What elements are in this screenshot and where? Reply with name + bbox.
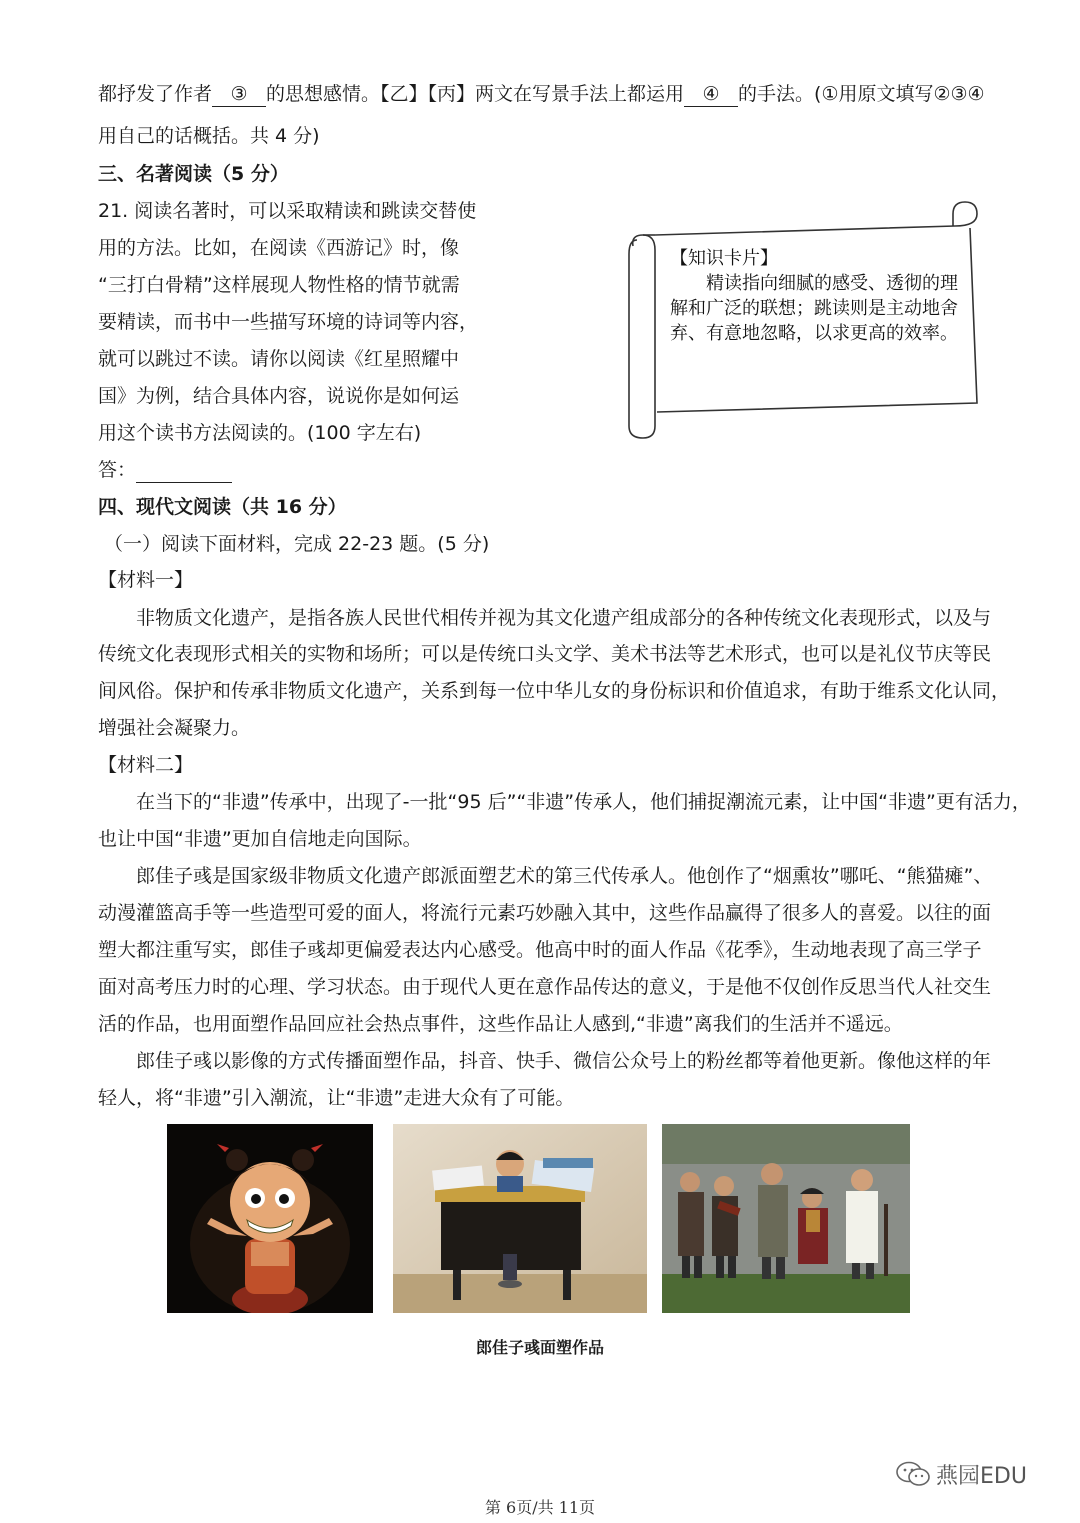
material-1-title: 【材料一】 bbox=[98, 569, 194, 591]
blank-4: ④ bbox=[684, 82, 738, 107]
m2a-line-1: 在当下的“非遗”传承中，出现了-一批“95 后”“非遗”传承人，他们捕捉潮流元素，让中国“非遗”更有活力， bbox=[136, 791, 1031, 813]
photo-student-desk-figurine bbox=[393, 1124, 647, 1313]
m2b-line-3: 塑大都注重写实，郎佳子彧却更偏爱表达内心感受。他高中时的面人作品《花季》，生动地表现了高三学子 bbox=[98, 939, 982, 961]
part-1-instruction: （一）阅读下面材料，完成 22-23 题。(5 分) bbox=[104, 533, 490, 555]
fill-in-line-1: 都抒发了作者 ③ 的思想感情。【乙】【丙】两文在写景手法上都运用 ④ 的手法。(①用原文填写②③④ bbox=[98, 83, 985, 105]
section-3-heading: 三、名著阅读（5 分） bbox=[98, 163, 289, 185]
knowledge-card-body: 精读指向细腻的感受、透彻的理解和广泛的联想；跳读则是主动地舍弃、有意地忽略，以求更高的效率。 bbox=[670, 273, 958, 344]
m1-line-1: 非物质文化遗产，是指各族人民世代相传并视为其文化遗产组成部分的各种传统文化表现形式，以及与 bbox=[136, 607, 992, 629]
q21-line-4: 要精读，而书中一些描写环境的诗词等内容， bbox=[98, 311, 479, 333]
m1-line-3: 间风俗。保护和传承非物质文化遗产，关系到每一位中华儿女的身份标识和价值追求，有助于维系文化认同， bbox=[98, 680, 1011, 702]
m1-line-2: 传统文化表现形式相关的实物和场所；可以是传统口头文学、美术书法等艺术形式，也可以是礼仪节庆等民 bbox=[98, 643, 992, 665]
m1-line-4: 增强社会凝聚力。 bbox=[98, 717, 251, 739]
page-footer: 第 6页/共 11页 bbox=[484, 1498, 596, 1517]
answer-blank[interactable] bbox=[136, 458, 232, 483]
m2b-line-4: 面对高考压力时的心理、学习状态。由于现代人更在意作品传达的意义，于是他不仅创作反思当代人社交生 bbox=[98, 976, 992, 998]
knowledge-card bbox=[670, 246, 960, 346]
q21-line-5: 就可以跳过不读。请你以阅读《红星照耀中 bbox=[98, 348, 460, 370]
photo-group-figurines bbox=[662, 1124, 910, 1313]
answer-line: 答： bbox=[98, 452, 232, 489]
knowledge-card-title: 【知识卡片】 bbox=[670, 248, 778, 269]
q21-line-6: 国》为例，结合具体内容，说说你是如何运 bbox=[98, 385, 460, 407]
brand-name: 燕园EDU bbox=[936, 1464, 1027, 1489]
m2b-line-5: 活的作品，也用面塑作品回应社会热点事件，这些作品让人感到,“非遗”离我们的生活并不遥远。 bbox=[98, 1013, 903, 1035]
q21-line-7: 用这个读书方法阅读的。(100 字左右) bbox=[98, 422, 422, 444]
blank-3: ③ bbox=[212, 82, 266, 107]
brand-watermark bbox=[896, 1459, 1027, 1493]
q21-line-3: “三打白骨精”这样展现人物性格的情节就需 bbox=[98, 274, 460, 296]
q21-line-2: 用的方法。比如，在阅读《西游记》时，像 bbox=[98, 237, 460, 259]
wechat-icon bbox=[896, 1461, 930, 1493]
m2b-line-2: 动漫灌篮高手等一些造型可爱的面人，将流行元素巧妙融入其中，这些作品赢得了很多人的喜爱。以往的面 bbox=[98, 902, 992, 924]
q21-line-1: 21. 阅读名著时，可以采取精读和跳读交替使 bbox=[98, 200, 477, 222]
m2c-line-2: 轻人，将“非遗”引入潮流，让“非遗”走进大众有了可能。 bbox=[98, 1087, 575, 1109]
material-2-title: 【材料二】 bbox=[98, 754, 194, 776]
photo-nezha-figurine bbox=[167, 1124, 373, 1313]
fill-in-line-2: 用自己的话概括。共 4 分) bbox=[98, 125, 320, 147]
m2b-line-1: 郎佳子彧是国家级非物质文化遗产郎派面塑艺术的第三代传承人。他创作了“烟熏妆”哪吒、“熊猫瘫”、 bbox=[136, 865, 993, 887]
photo-caption: 郎佳子彧面塑作品 bbox=[475, 1338, 604, 1357]
m2a-line-2: 也让中国“非遗”更加自信地走向国际。 bbox=[98, 828, 422, 850]
m2c-line-1: 郎佳子彧以影像的方式传播面塑作品，抖音、快手、微信公众号上的粉丝都等着他更新。像他这样的年 bbox=[136, 1050, 992, 1072]
section-4-heading: 四、现代文阅读（共 16 分） bbox=[98, 496, 347, 518]
